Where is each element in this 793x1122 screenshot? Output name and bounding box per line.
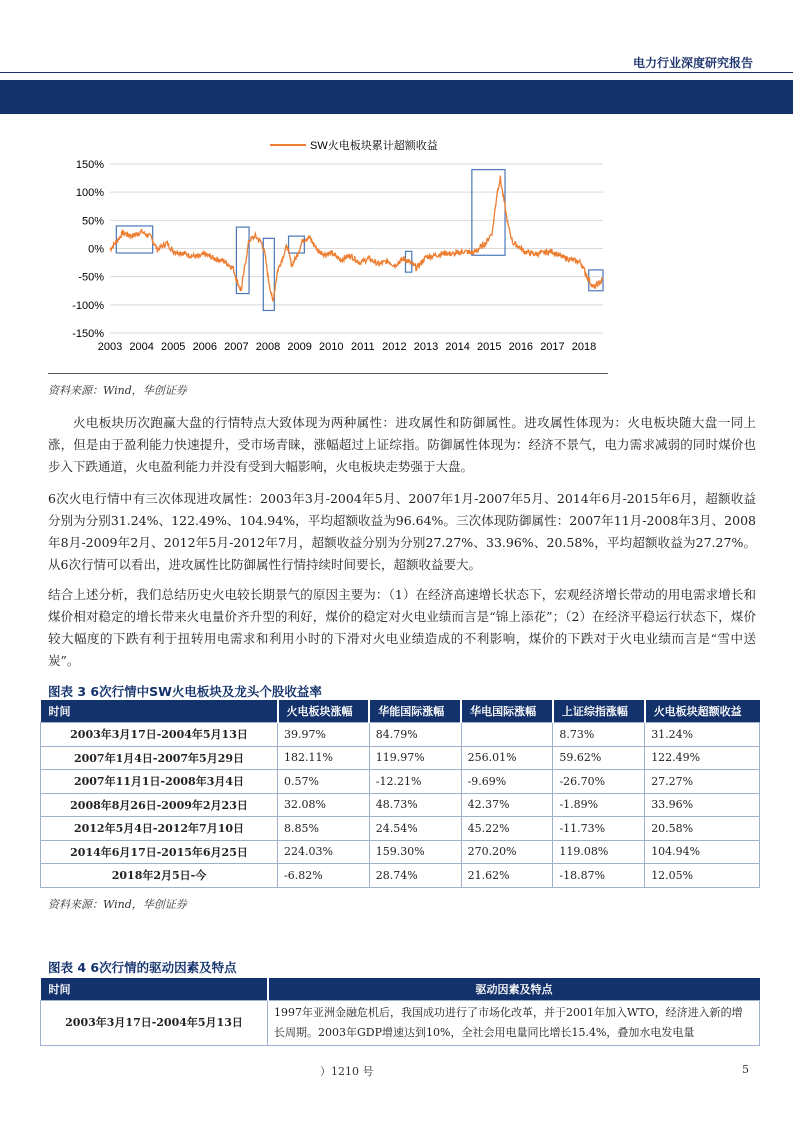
x-tick-label: 2004	[129, 341, 154, 353]
y-tick-label: -100%	[72, 299, 104, 312]
table-cell-time: 2003年3月17日-2004年5月13日	[41, 1001, 268, 1046]
table-cell-sector-gain: 182.11%	[278, 746, 370, 770]
table-cell-huaneng-gain: -12.21%	[369, 770, 461, 794]
table-cell-time: 2003年3月17日-2004年5月13日	[41, 723, 278, 747]
table-cell-excess-return: 33.96%	[645, 793, 760, 817]
col-huaneng-gain: 华能国际涨幅	[369, 700, 461, 723]
x-tick-label: 2013	[413, 341, 439, 353]
paragraph-1: 火电板块历次跑赢大盘的行情特点大致体现为两种属性：进攻属性和防御属性。进攻属性体现为：火电板块随大盘一同上涨，但是由于盈利能力快速提升，受市场青睐，涨幅超过上证综指。防御属性体现为：经济不景气，电力需求减弱的同时煤价也步入下跌通道，火电盈利能力并没有受到大幅影响，火电板块走势强于大盘。	[48, 415, 756, 474]
table-cell-sse-gain: -18.87%	[553, 864, 645, 888]
x-tick-label: 2009	[287, 341, 312, 353]
legend-label: SW火电板块累计超额收益	[310, 140, 438, 152]
table-cell-huaneng-gain: 119.97%	[369, 746, 461, 770]
x-tick-label: 2006	[192, 341, 218, 353]
col-time: 时间	[41, 700, 278, 723]
table-row	[41, 817, 760, 841]
table-cell-huadian-gain: 21.62%	[461, 864, 553, 888]
table3-title: 图表 3 6次行情中SW火电板块及龙头个股收益率	[48, 684, 322, 699]
col-excess-return: 火电板块超额收益	[645, 700, 760, 723]
y-tick-label: 150%	[75, 159, 104, 171]
table-cell-huadian-gain: -9.69%	[461, 770, 553, 794]
table-row	[41, 840, 760, 864]
x-tick-label: 2012	[382, 341, 407, 353]
table-row	[41, 770, 760, 794]
footer-number: ）1210 号	[320, 1065, 374, 1078]
table-cell-huadian-gain: 256.01%	[461, 746, 553, 770]
table-cell-sse-gain: -26.70%	[553, 770, 645, 794]
table-row	[41, 1001, 760, 1046]
table-cell-time: 2018年2月5日-今	[41, 864, 278, 888]
table-cell-sector-gain: 32.08%	[278, 793, 370, 817]
table-cell-time: 2007年11月1日-2008年3月4日	[41, 770, 278, 794]
table-cell-excess-return: 104.94%	[645, 840, 760, 864]
table-cell-huaneng-gain: 48.73%	[369, 793, 461, 817]
table-cell-huaneng-gain: 24.54%	[369, 817, 461, 841]
table-row	[41, 723, 760, 747]
table-cell-sse-gain: -1.89%	[553, 793, 645, 817]
table-cell-sector-gain: 8.85%	[278, 817, 370, 841]
x-tick-label: 2005	[160, 341, 186, 353]
x-tick-label: 2003	[97, 341, 123, 353]
y-tick-label: 50%	[81, 215, 104, 228]
table-cell-sector-gain: -6.82%	[278, 864, 370, 888]
table-cell-time: 2014年6月17日-2015年6月25日	[41, 840, 278, 864]
chart-bottom-rule	[48, 373, 608, 374]
table-cell-excess-return: 12.05%	[645, 864, 760, 888]
paragraph-2: 6次火电行情中有三次体现进攻属性：2003年3月-2004年5月、2007年1月-2007年5月、2014年6月-2015年6月，超额收益分别为分别31.24%、122.49%、104.94%，平均超额收益为96.64%。三次体现防御属性：2007年11月-2008年3月、2008年8月-2009年2月、2012年5月-2012年7月，超额收益分别为分别27.27%、33.96%、20.58%，平均超额收益为27.27%。从6次行情可以看出，进攻属性比防御属性行情持续时间要长，超额收益要大。	[48, 491, 756, 572]
table-cell-excess-return: 27.27%	[645, 770, 760, 794]
table3-source: 资料来源：Wind，华创证券	[48, 898, 187, 911]
col-huadian-gain: 华电国际涨幅	[461, 700, 553, 723]
x-tick-label: 2015	[476, 341, 502, 353]
drivers-table	[40, 978, 760, 1046]
table-cell-sse-gain: 59.62%	[553, 746, 645, 770]
table-cell-huadian-gain: 45.22%	[461, 817, 553, 841]
y-tick-label: 0%	[88, 243, 104, 256]
col-drivers: 驱动因素及特点	[268, 978, 760, 1001]
table-cell-sse-gain: -11.73%	[553, 817, 645, 841]
chart-svg	[48, 130, 608, 375]
table-row	[41, 746, 760, 770]
table-cell-drivers: 1997年亚洲金融危机后，我国成功进行了市场化改革，并于2001年加入WTO，经济进入新的增长周期。2003年GDP增速达到10%，全社会用电量同比增长15.4%，叠加水电发电量	[268, 1001, 760, 1046]
x-tick-label: 2017	[540, 341, 565, 353]
table-cell-sector-gain: 39.97%	[278, 723, 370, 747]
x-tick-label: 2011	[350, 341, 375, 353]
table-cell-sector-gain: 0.57%	[278, 770, 370, 794]
page-number: 5	[742, 1063, 749, 1076]
header-band	[0, 80, 793, 114]
table-cell-sse-gain: 8.73%	[553, 723, 645, 747]
report-title: 电力行业深度研究报告	[632, 56, 753, 70]
x-tick-label: 2018	[571, 341, 597, 353]
col-time: 时间	[41, 978, 268, 1001]
table-cell-excess-return: 20.58%	[645, 817, 760, 841]
table-cell-huaneng-gain: 28.74%	[369, 864, 461, 888]
col-sector-gain: 火电板块涨幅	[278, 700, 370, 723]
table-cell-sector-gain: 224.03%	[278, 840, 370, 864]
x-tick-label: 2016	[508, 341, 534, 353]
table4-title: 图表 4 6次行情的驱动因素及特点	[48, 960, 237, 975]
table-cell-time: 2008年8月26日-2009年2月23日	[41, 793, 278, 817]
table-row	[41, 864, 760, 888]
table-cell-excess-return: 31.24%	[645, 723, 760, 747]
series-line	[110, 176, 603, 302]
y-tick-label: -150%	[72, 328, 104, 340]
table-cell-excess-return: 122.49%	[645, 746, 760, 770]
highlight-box	[289, 236, 305, 253]
col-sse-gain: 上证综指涨幅	[553, 700, 645, 723]
chart-source: 资料来源：Wind，华创证券	[48, 384, 187, 397]
table-header-row	[41, 978, 760, 1001]
y-tick-label: -50%	[78, 271, 104, 284]
table-cell-huaneng-gain: 84.79%	[369, 723, 461, 747]
x-tick-label: 2007	[224, 341, 249, 353]
paragraph-3: 结合上述分析，我们总结历史火电较长期景气的原因主要为：（1）在经济高速增长状态下，宏观经济增长带动的用电需求增长和煤价相对稳定的增长带来火电量价齐升型的利好，煤价的稳定对火电业绩而言是“锦上添花”；（2）在经济平稳运行状态下，煤价较大幅度的下跌有利于扭转用电需求和利用小时的下滑对火电业绩造成的不利影响，煤价的下跌对于火电业绩而言是“雪中送炭”。	[48, 587, 756, 668]
table-cell-time: 2012年5月4日-2012年7月10日	[41, 817, 278, 841]
table-header-row	[41, 700, 760, 723]
table-cell-time: 2007年1月4日-2007年5月29日	[41, 746, 278, 770]
x-tick-label: 2010	[318, 341, 344, 353]
table-cell-huadian-gain	[461, 723, 553, 747]
y-tick-label: 100%	[75, 187, 104, 200]
excess-return-chart	[48, 130, 608, 375]
table-cell-huaneng-gain: 159.30%	[369, 840, 461, 864]
table-cell-sse-gain: 119.08%	[553, 840, 645, 864]
table-row	[41, 793, 760, 817]
table-cell-huadian-gain: 42.37%	[461, 793, 553, 817]
returns-table	[40, 700, 760, 888]
x-tick-label: 2014	[445, 341, 470, 353]
header-rule	[0, 72, 793, 73]
x-tick-label: 2008	[255, 341, 281, 353]
table-cell-huadian-gain: 270.20%	[461, 840, 553, 864]
